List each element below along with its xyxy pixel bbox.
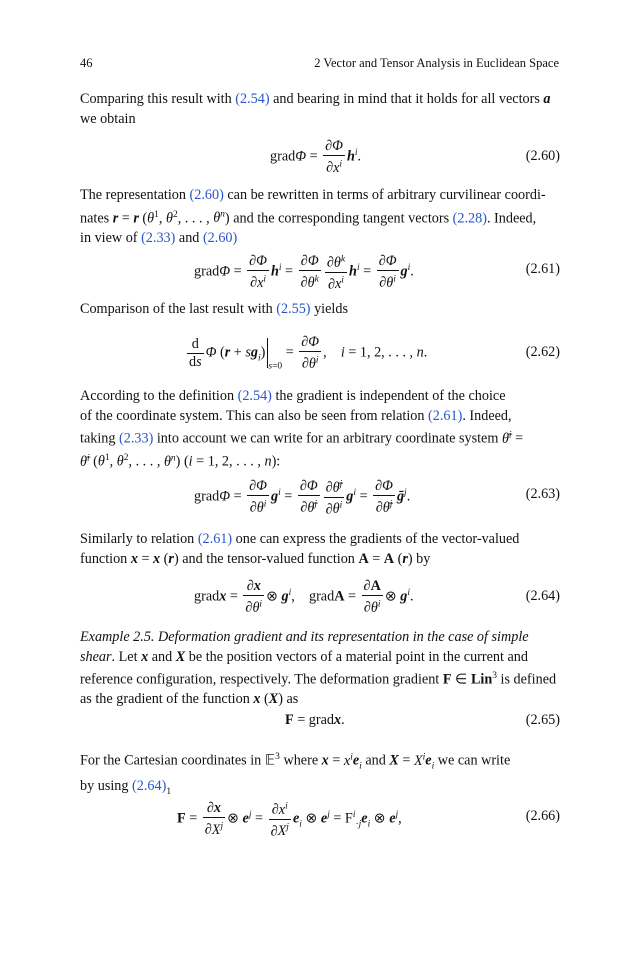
equation-body: gradx = $\frac{\partial x}{\partial\theta^i}$ ⊗ $g^i$, gradA = $\frac{\partial A}{\partial\theta^i}$ ⊗ $g^i$. <box>194 578 414 616</box>
example-2-5: Example 2.5. Deformation gradient and its representation in the case of simple shear. Let x and X be the position vectors of a material point in the current and reference configuration, respectively. The deformation gradient F ∈ Lin$^3$ is defined as the gradient of the function x (X) as <box>80 629 557 708</box>
equation-2-62 <box>80 334 560 380</box>
ref-link[interactable]: (2.28) <box>452 210 487 227</box>
equation-body: gradΦ = $\frac{\partial\Phi}{\partial x^i}$ $h^i$. <box>270 138 362 176</box>
ref-link[interactable]: (2.33) <box>119 430 154 447</box>
equation-2-64 <box>80 578 560 622</box>
paragraph-7: For the Cartesian coordinates in 𝔼$^3$ where $x = x^ie_i$ and $X = X^ie_i$ we can write by using $(2.64)_1$ <box>80 752 511 797</box>
equation-body: gradΦ = $\frac{\partial\Phi}{\partial\theta^i}$ $g^i$ = $\frac{\partial\Phi}{\partial\thetā^j}$ $\frac{\partial\thetā^j}{\partial\theta^i}$ $g^i$ = $\frac{\partial\Phi}{\partial\thetā^j}$ ḡ$^j$. <box>194 477 411 518</box>
equation-number: (2.66) <box>525 808 560 824</box>
equation-2-63 <box>80 476 560 522</box>
equation-number: (2.63) <box>525 486 560 502</box>
paragraph-3: Comparison of the last result with (2.55) yields <box>80 301 348 317</box>
equation-body: F = $\frac{\partial x}{\partial X^j}$ ⊗ $e^j$ = $\frac{\partial x^i}{\partial X^j}$ $e_i$ ⊗ $e^j = F^i_{\cdot j}e_i$ ⊗ $e^j$, <box>177 799 402 840</box>
equation-body: gradΦ = $\frac{\partial\Phi}{\partial x^i}$ $h^i$ = $\frac{\partial\Phi}{\partial\theta^k}$ $\frac{\partial\theta^k}{\partial x^i}$ $h^i$ = $\frac{\partial\Phi}{\partial\theta^i}$ $g^i$. <box>194 252 414 293</box>
equation-number: (2.64) <box>525 588 560 604</box>
equation-body: F = gradx. <box>285 712 345 728</box>
paragraph-5: Similarly to relation (2.61) one can express the gradients of the vector-valued function x = x (r) and the tensor-valued function A = A (r) by <box>80 531 520 567</box>
running-title: 2 Vector and Tensor Analysis in Euclidean Space <box>314 56 559 70</box>
page-number: 46 <box>80 56 93 70</box>
equation-2-65 <box>80 712 560 736</box>
ref-link[interactable]: (2.54) <box>237 388 272 404</box>
ref-link[interactable]: (2.33) <box>141 229 176 246</box>
paragraph-4: According to the definition (2.54) the gradient is independent of the choice of the coordinate system. This can also be seen from relation (2.61). Indeed, taking (2.33) into account we can write for an arbitrary coordinate system θ̄$^i$ = θ̄$^i$ ($\theta^1$, $\theta^2$, . . . , $\theta^n$) (i = 1, 2, . . . , n): <box>80 388 524 470</box>
equation-body: $\frac{d}{ds}$ Φ $(r + sg_i)_{s=0}$ = $\frac{\partial\Phi}{\partial\theta^i}$ , i = 1, 2, . . . , n. <box>189 334 428 372</box>
ref-link[interactable]: (2.61) <box>428 407 463 424</box>
ref-link[interactable]: (2.64) <box>132 778 167 795</box>
equation-2-61 <box>80 251 560 293</box>
equation-2-66 <box>80 798 560 844</box>
equation-number: (2.60) <box>525 148 560 164</box>
paragraph-2: The representation (2.60) can be rewritten in terms of arbitrary curvilinear coordi- nates r = r ($\theta^1$, $\theta^2$, . . . , $\theta^n$) and the corresponding tangent vectors (2.28). Indeed, in view of (2.33) and (2.60) <box>80 187 546 246</box>
ref-link[interactable]: (2.61) <box>197 531 233 547</box>
equation-2-60 <box>80 138 560 180</box>
ref-link[interactable]: (2.60) <box>189 187 224 203</box>
paragraph-1: Comparing this result with (2.54) and bearing in mind that it holds for all vectors a we obtain <box>80 91 551 127</box>
ref-link[interactable]: (2.60) <box>202 229 238 246</box>
ref-link[interactable]: (2.55) <box>276 301 311 317</box>
equation-number: (2.65) <box>525 712 560 728</box>
ref-link[interactable]: (2.54) <box>235 91 270 107</box>
equation-number: (2.62) <box>525 344 560 360</box>
equation-number: (2.61) <box>525 261 560 277</box>
